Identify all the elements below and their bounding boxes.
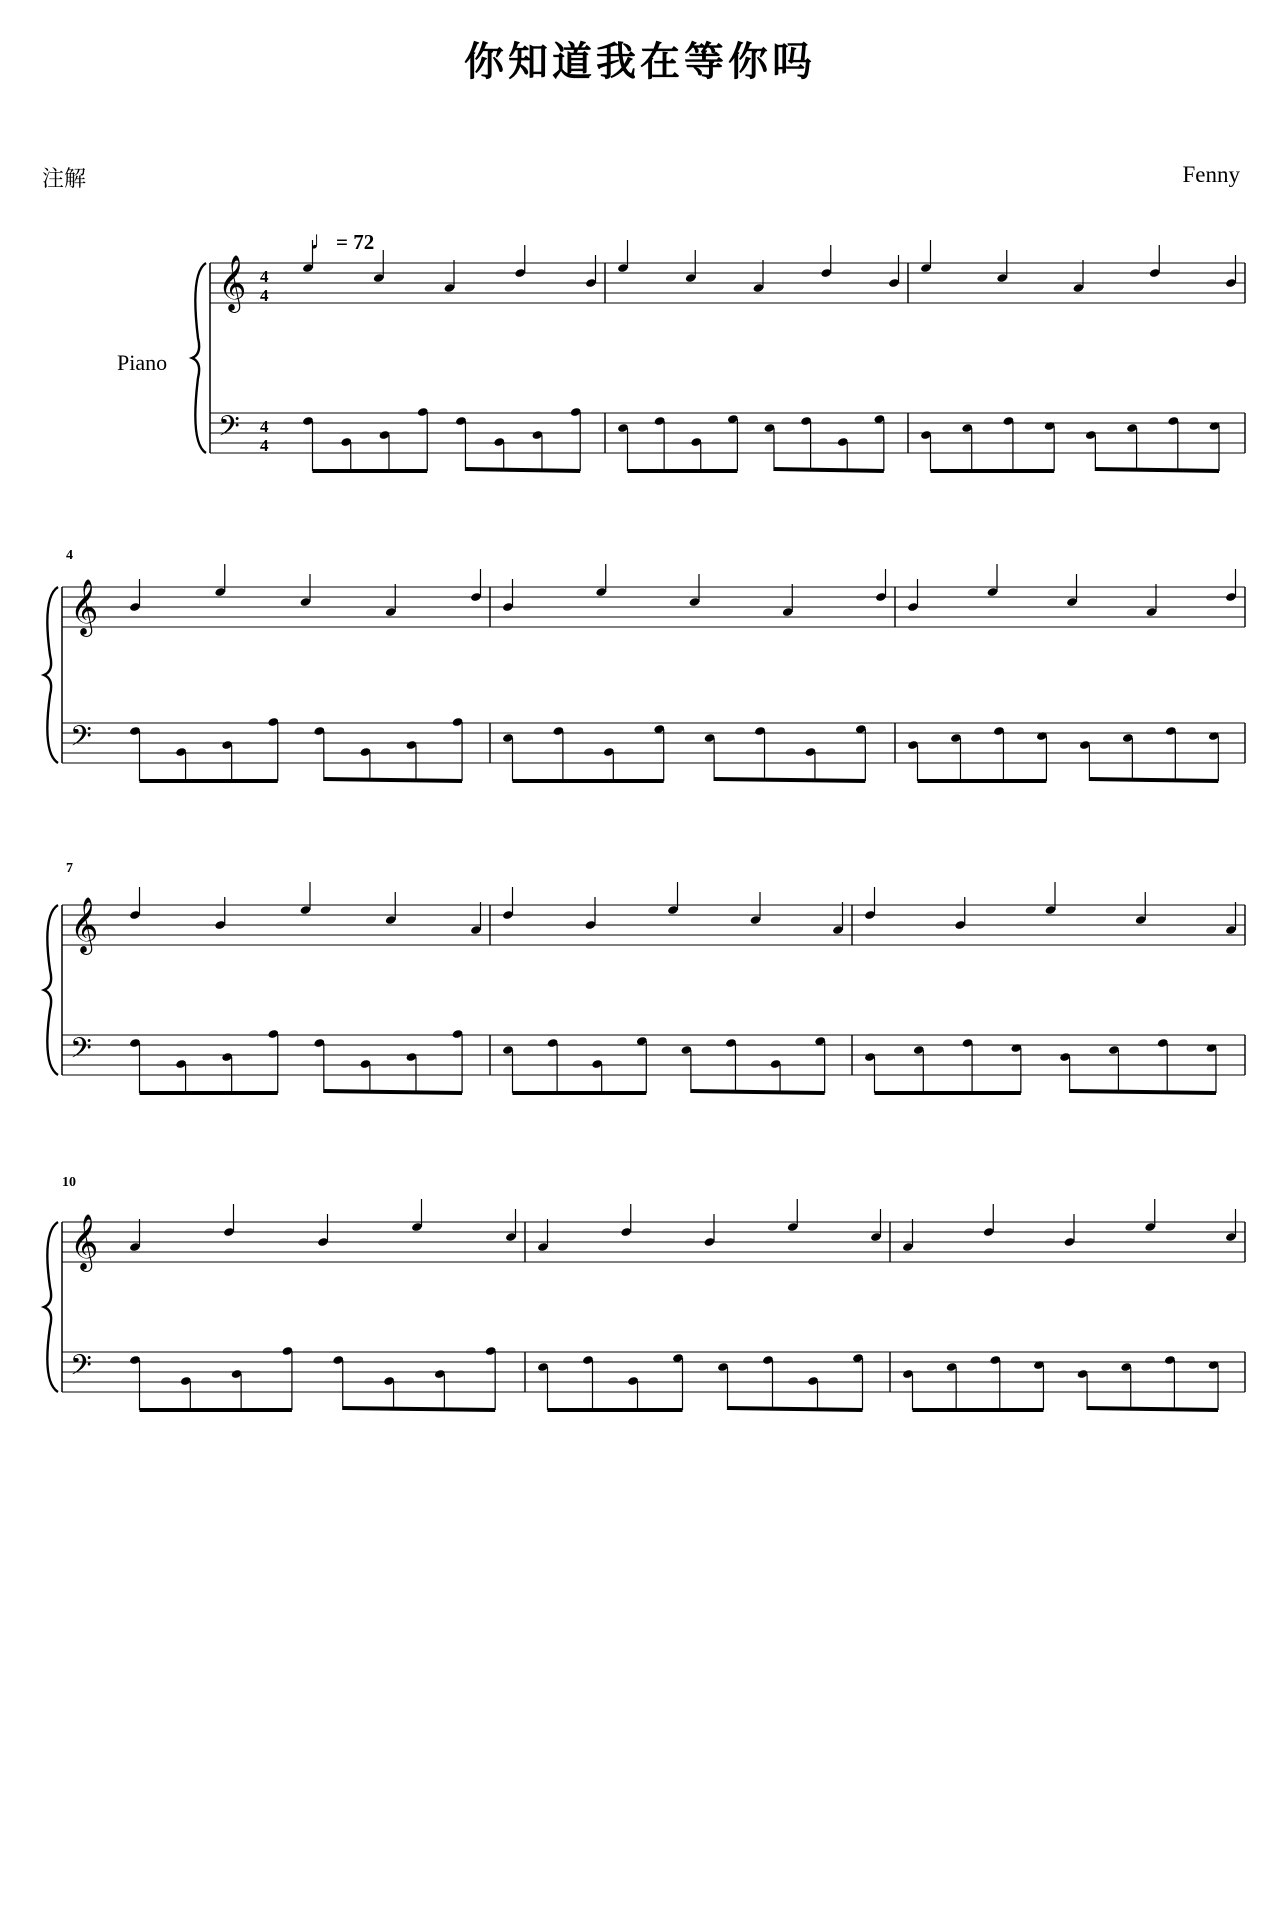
measure-number-10: 10 <box>62 1175 76 1190</box>
time-signature-numerator: 4 <box>260 267 269 286</box>
measure-7 <box>129 882 482 1093</box>
quarter-note-icon: ♩ <box>310 226 336 255</box>
brace <box>44 587 58 763</box>
beam <box>714 779 865 781</box>
system-4 <box>44 1199 1245 1410</box>
beam <box>728 1408 863 1410</box>
measure-8 <box>502 882 844 1093</box>
bass-clef-icon: 𝄢 <box>218 410 240 450</box>
beam <box>1087 1408 1218 1410</box>
beam <box>324 1091 462 1093</box>
brace <box>44 1222 58 1392</box>
measure-10 <box>129 1199 517 1410</box>
beam <box>465 469 580 471</box>
bass-clef-icon: 𝄢 <box>70 720 92 760</box>
measure-3 <box>920 240 1237 471</box>
tempo-value: = 72 <box>336 230 375 254</box>
time-signature-denominator: 4 <box>260 436 269 455</box>
measure-12 <box>902 1199 1237 1410</box>
beam <box>1089 779 1218 781</box>
beam <box>774 469 884 471</box>
treble-clef-icon: 𝄞 <box>70 897 99 953</box>
beam <box>343 1408 495 1410</box>
measure-9 <box>864 882 1237 1093</box>
measure-number-7: 7 <box>66 861 73 876</box>
beam <box>1095 469 1219 471</box>
beam <box>324 779 462 781</box>
treble-clef-icon: 𝄞 <box>70 579 99 635</box>
treble-staff <box>62 579 1245 637</box>
treble-clef-icon: 𝄞 <box>218 255 247 311</box>
time-signature-numerator: 4 <box>260 417 269 436</box>
staff-systems <box>44 240 1245 1410</box>
brace <box>44 905 58 1075</box>
bass-clef-icon: 𝄢 <box>70 1349 92 1389</box>
system-3 <box>44 882 1245 1093</box>
composer-name: Fenny <box>1182 162 1240 187</box>
system-2 <box>44 564 1245 781</box>
beam <box>691 1091 825 1093</box>
time-signature-denominator: 4 <box>260 286 269 305</box>
beam <box>1070 1091 1216 1093</box>
treble-staff <box>210 255 1245 313</box>
brace <box>192 263 206 453</box>
bass-clef-icon: 𝄢 <box>70 1032 92 1072</box>
instrument-label: Piano <box>117 350 168 375</box>
measure-11 <box>537 1199 882 1410</box>
system-1 <box>192 240 1245 471</box>
measure-1 <box>302 240 597 471</box>
annotation-label: 注解 <box>42 167 87 192</box>
treble-staff <box>62 897 1245 955</box>
score-title: 你知道我在等你吗 <box>464 39 816 85</box>
measure-number-4: 4 <box>66 548 73 563</box>
bass-staff <box>62 720 1245 763</box>
treble-clef-icon: 𝄞 <box>70 1214 99 1270</box>
measure-2 <box>617 240 900 471</box>
bass-staff <box>62 1349 1245 1392</box>
